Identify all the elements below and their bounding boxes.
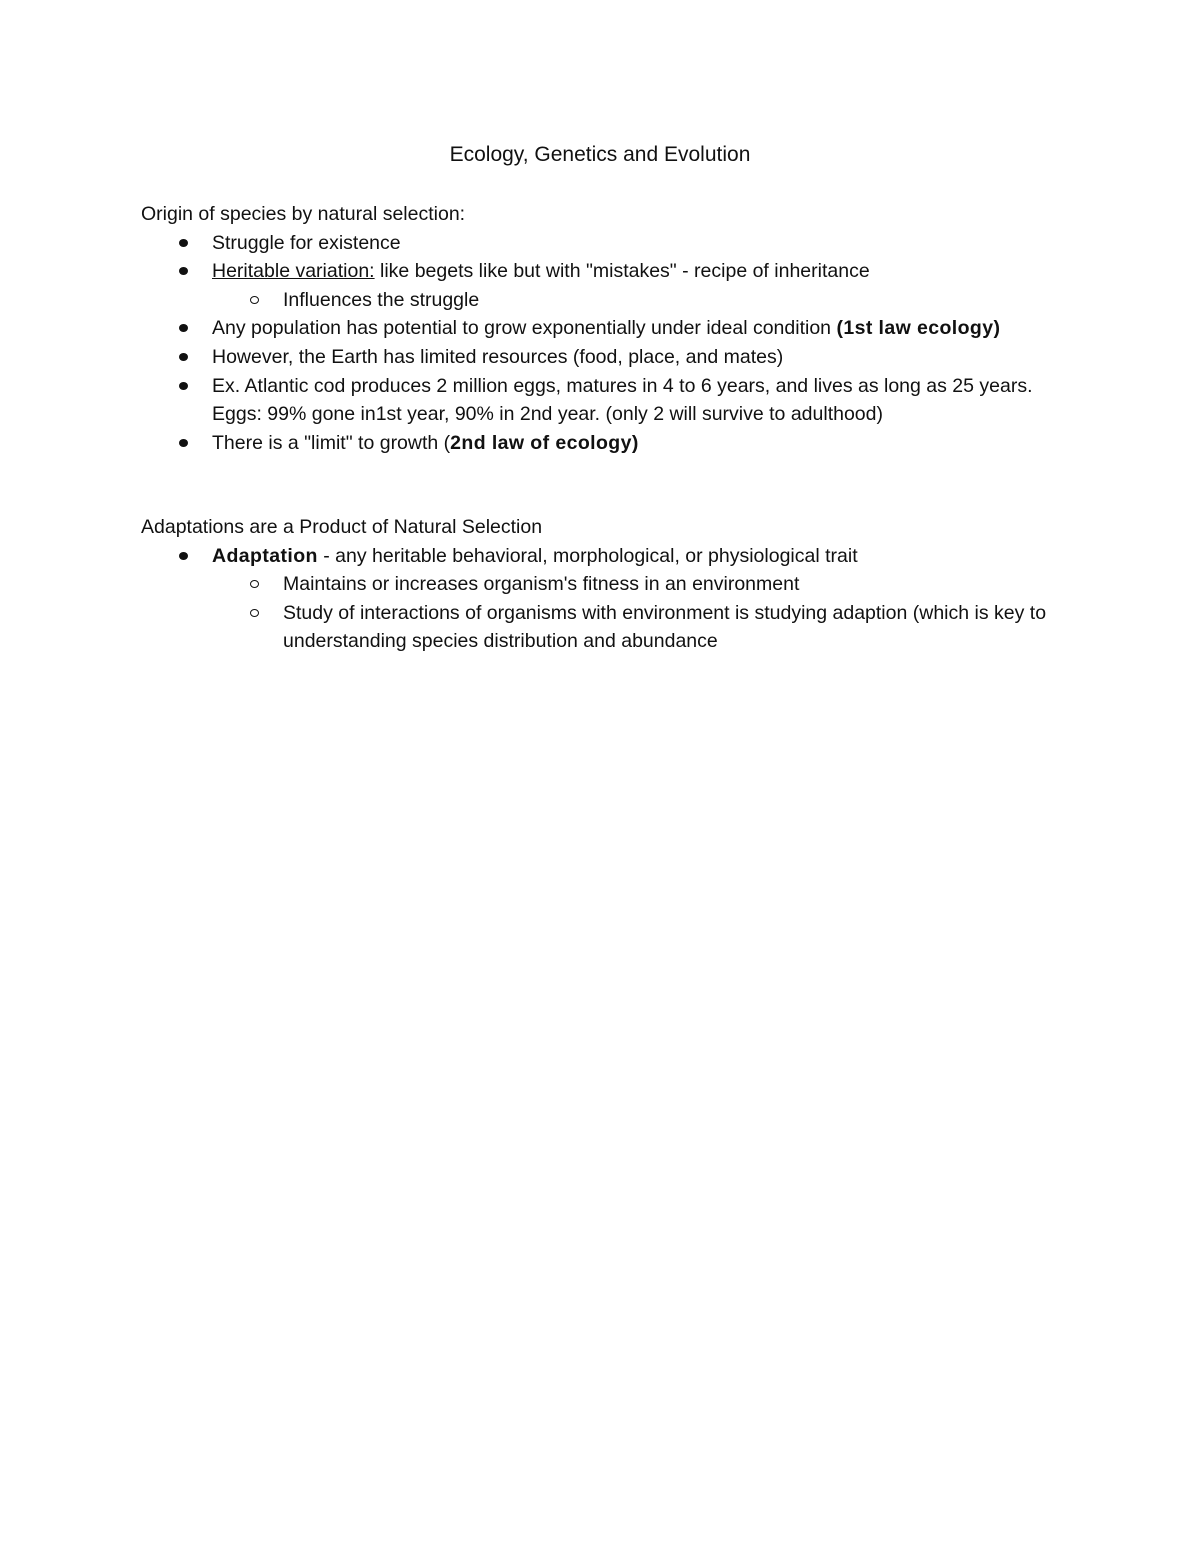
bullet-list [141,229,1081,458]
filled-bullet-icon [179,239,188,247]
underlined-term: Heritable variation: [212,260,375,283]
list-item [212,542,1081,656]
sub-list-item-text: Maintains or increases organism's fitness in an environment [283,573,800,596]
hollow-bullet-icon [250,296,259,304]
list-item [212,314,1081,343]
list-item [212,229,1081,258]
bold-term: Adaptation [212,544,318,567]
section-heading: Adaptations are a Product of Natural Selection [141,516,543,538]
section-adaptations [141,513,1081,656]
list-item-text: like begets like but with "mistakes" - recipe of inheritance [374,260,870,283]
filled-bullet-icon [179,439,188,447]
filled-bullet-icon [179,267,188,275]
filled-bullet-icon [179,353,188,361]
list-item [212,257,1081,314]
list-item [212,372,1081,429]
list-item [212,343,1081,372]
list-item-text: However, the Earth has limited resources (food, place, and mates) [212,345,784,368]
hollow-bullet-icon [250,580,259,588]
bold-term: 2nd law of ecology) [450,431,639,454]
bullet-list [141,542,1081,656]
filled-bullet-icon [179,552,188,560]
list-item-text: Ex. Atlantic cod produces 2 million eggs, matures in 4 to 6 years, and lives as long as 25 years. Eggs: 99% gone in1st year, 90% in 2nd year. (only 2 will survive to adulthood) [212,374,1033,426]
bold-term: (1st law ecology) [836,317,1001,340]
filled-bullet-icon [179,382,188,390]
list-item-text: Any population has potential to grow exponentially under ideal condition [212,317,837,340]
sub-bullet-list [212,570,1081,656]
list-item-text: - any heritable behavioral, morphological, or physiological trait [317,544,858,567]
filled-bullet-icon [179,324,188,332]
list-item [212,429,1081,458]
document-title: Ecology, Genetics and Evolution [449,143,751,166]
sub-list-item-text: Influences the struggle [283,288,480,311]
section-heading: Origin of species by natural selection: [141,203,466,225]
hollow-bullet-icon [250,609,259,617]
sub-list-item [283,570,1081,599]
list-item-text: There is a "limit" to growth ( [212,431,451,454]
sub-list-item [283,599,1081,656]
section-origin-of-species [141,200,1081,457]
sub-bullet-list [212,286,1081,315]
list-item-text: Struggle for existence [212,231,401,254]
sub-list-item-text: Study of interactions of organisms with environment is studying adaption (which is key to understanding species distribution and abundance [283,601,1047,653]
sub-list-item [283,286,1081,315]
